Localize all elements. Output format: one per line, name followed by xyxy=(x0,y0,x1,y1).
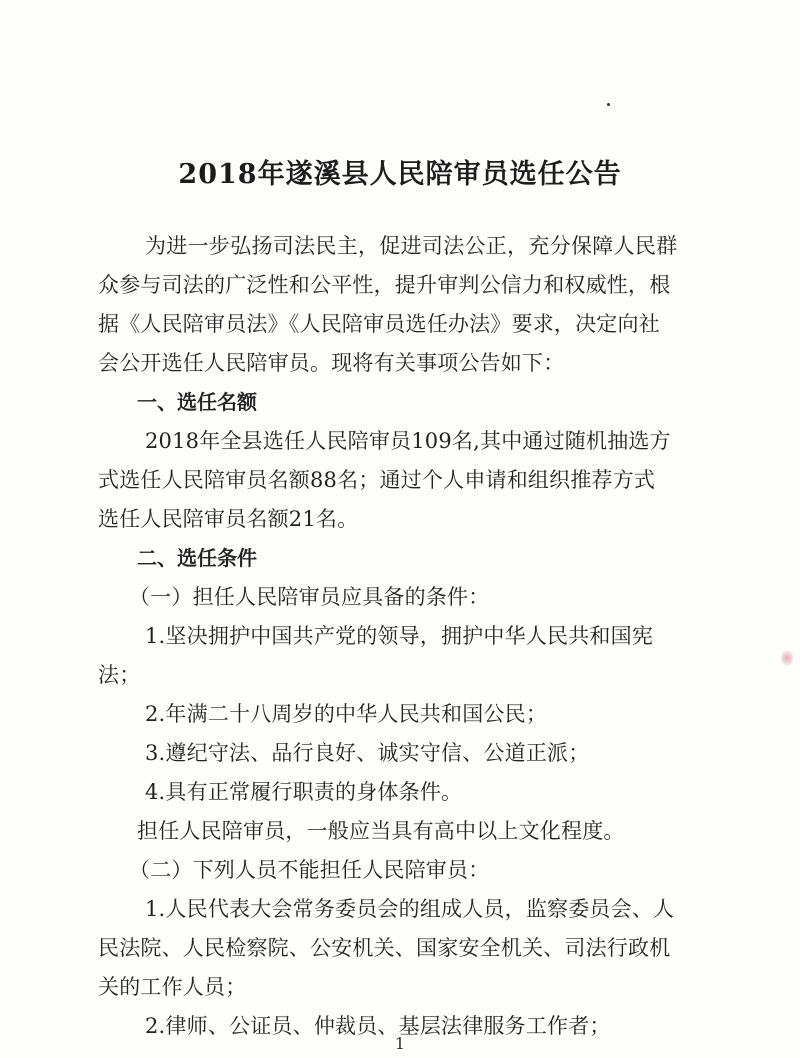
section-heading-conditions: 二、选任条件 xyxy=(137,546,257,570)
paragraph-line-quota-3: 选任人民陪审员名额21名。 xyxy=(98,507,359,531)
exclusion-item-1-end: 关的工作人员； xyxy=(98,975,247,999)
paragraph-line-quota-1: 2018年全县选任人民陪审员109名,其中通过随机抽选方 xyxy=(145,429,671,453)
paragraph-line-2: 众参与司法的广泛性和公平性，提升审判公信力和权威性，根 xyxy=(98,273,671,297)
list-item-2: 2.年满二十八周岁的中华人民共和国公民； xyxy=(145,702,548,726)
paragraph-line-1: 为进一步弘扬司法民主，促进司法公正，充分保障人民群 xyxy=(145,234,678,258)
subsection-heading-requirements: （一）担任人民陪审员应具备的条件： xyxy=(129,585,490,609)
document-title: 2018年遂溪县人民陪审员选任公告 xyxy=(178,159,622,190)
section-heading-quota: 一、选任名额 xyxy=(137,390,257,414)
exclusion-item-1-continued: 民法院、人民检察院、公安机关、国家安全机关、司法行政机 xyxy=(98,936,671,960)
list-item-3: 3.遵纪守法、品行良好、诚实守信、公道正派； xyxy=(145,741,590,765)
paragraph-line-quota-2: 式选任人民陪审员名额88名；通过个人申请和组织推荐方式 xyxy=(98,468,656,492)
paragraph-line-4: 会公开选任人民陪审员。现将有关事项公告如下： xyxy=(98,351,565,375)
subsection-heading-exclusions: （二）下列人员不能担任人民陪审员： xyxy=(129,858,490,882)
list-item-4: 4.具有正常履行职责的身体条件。 xyxy=(145,780,463,804)
scan-speck xyxy=(607,103,610,106)
paragraph-line-3: 据《人民陪审员法》《人民陪审员选任办法》要求，决定向社 xyxy=(98,312,660,336)
education-requirement: 担任人民陪审员，一般应当具有高中以上文化程度。 xyxy=(137,819,625,843)
list-item-1-continued: 法； xyxy=(98,663,141,687)
scan-stain xyxy=(781,650,793,666)
list-item-1: 1.坚决拥护中国共产党的领导，拥护中华人民共和国宪 xyxy=(145,624,654,648)
exclusion-item-2: 2.律师、公证员、仲裁员、基层法律服务工作者； xyxy=(145,1014,611,1038)
exclusion-item-1: 1.人民代表大会常务委员会的组成人员，监察委员会、人 xyxy=(145,897,675,921)
page-number: 1 xyxy=(394,1034,406,1053)
